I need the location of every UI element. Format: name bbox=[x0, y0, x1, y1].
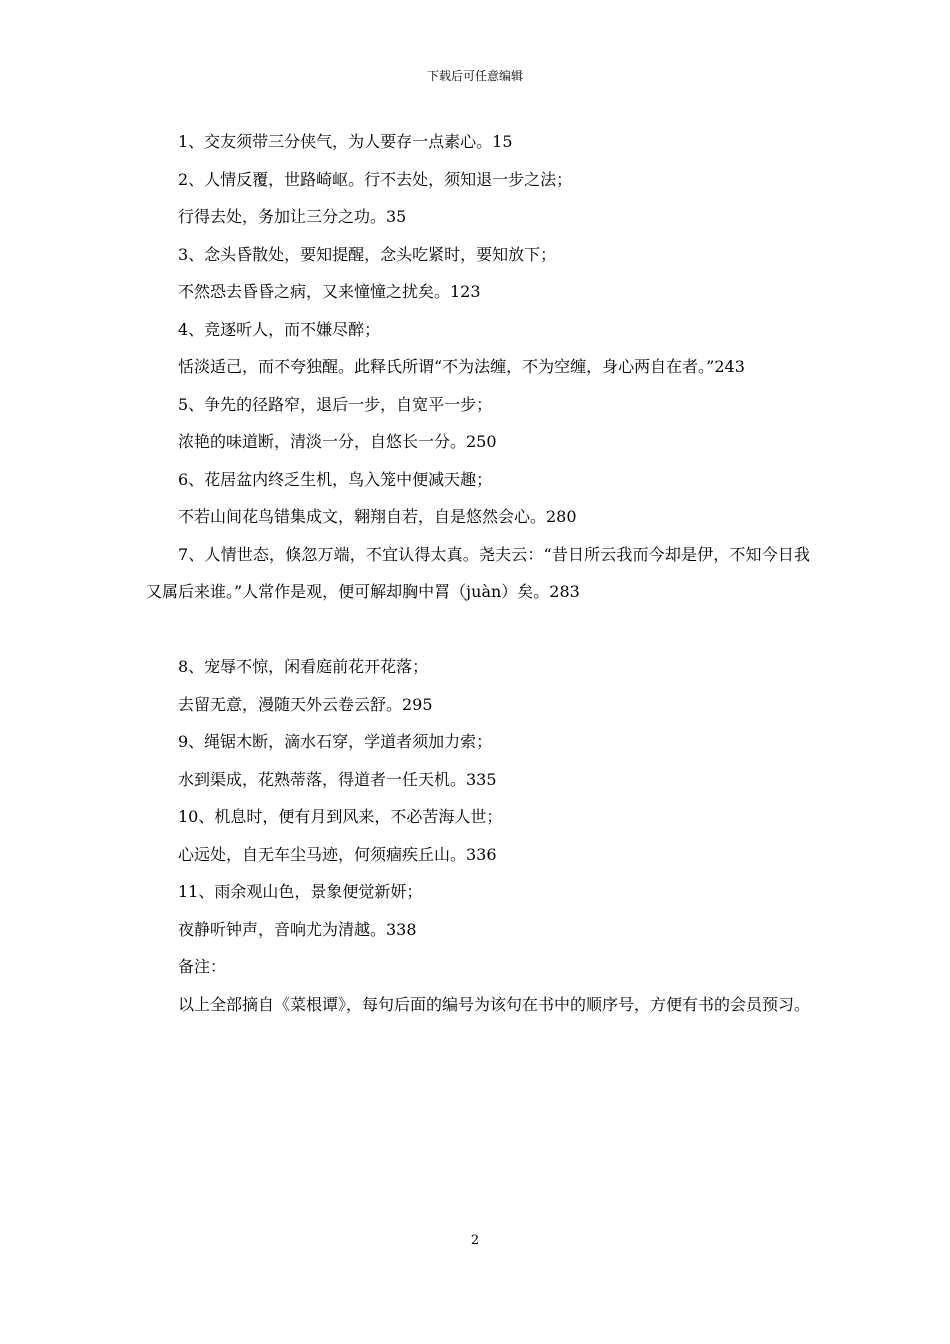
text-paragraph: 恬淡适己，而不夸独醒。此释氏所谓“不为法缠，不为空缠，身心两自在者。”243 bbox=[178, 357, 745, 376]
text-line: 11、雨余观山色，景象便觉新妍； bbox=[178, 882, 423, 901]
text-line: 浓艳的味道断，清淡一分，自悠长一分。250 bbox=[178, 432, 497, 451]
document-body bbox=[146, 123, 810, 1023]
text-line: 2、人情反覆，世路崎岖。行不去处，须知退一步之法； bbox=[178, 169, 573, 189]
text-line: 1、交友须带三分侠气，为人要存一点素心。15 bbox=[178, 132, 513, 151]
text-line: 夜静听钟声，音响尤为清越。338 bbox=[178, 919, 417, 939]
text-line: 3、念头昏散处，要知提醒，念头吃紧时，要知放下； bbox=[178, 244, 557, 264]
text-paragraph: 7、人情世态，倏忽万端，不宜认得太真。尧夫云：“昔日所云我而今却是伊，不知今日我又属后来谁。”人常作是观，便可解却胸中罥（juàn）矣。283 bbox=[146, 544, 810, 601]
text-line: 4、竞逐听人，而不嫌尽醉； bbox=[178, 319, 381, 339]
remarks-label: 备注： bbox=[178, 957, 227, 976]
text-line: 不然恐去昏昏之病，又来憧憧之扰矣。123 bbox=[178, 282, 481, 301]
text-line: 9、绳锯木断，滴水石穿，学道者须加力索； bbox=[178, 732, 493, 751]
remarks-paragraph: 以上全部摘自《菜根谭》，每句后面的编号为该句在书中的顺序号，方便有书的会员预习。 bbox=[178, 994, 811, 1014]
text-line: 5、争先的径路窄，退后一步，自宽平一步； bbox=[178, 394, 493, 414]
page-header: 下载后可任意编辑 bbox=[426, 69, 523, 83]
text-line: 水到渠成，花熟蒂落，得道者一任天机。335 bbox=[178, 769, 497, 789]
blank-line bbox=[146, 611, 810, 649]
text-line: 10、机息时，便有月到风来，不必苦海人世； bbox=[178, 807, 503, 826]
text-line: 8、宠辱不惊，闲看庭前花开花落； bbox=[178, 657, 429, 676]
text-line: 不若山间花鸟错集成文，翱翔自若，自是悠然会心。280 bbox=[178, 507, 577, 526]
text-line: 去留无意，漫随天外云卷云舒。295 bbox=[178, 694, 433, 714]
text-line: 6、花居盆内终乏生机，鸟入笼中便减天趣； bbox=[178, 469, 493, 489]
text-line: 心远处，自无车尘马迹，何须痼疾丘山。336 bbox=[178, 844, 497, 864]
page-number: 2 bbox=[470, 1233, 480, 1248]
text-line: 行得去处，务加让三分之功。35 bbox=[178, 207, 407, 226]
